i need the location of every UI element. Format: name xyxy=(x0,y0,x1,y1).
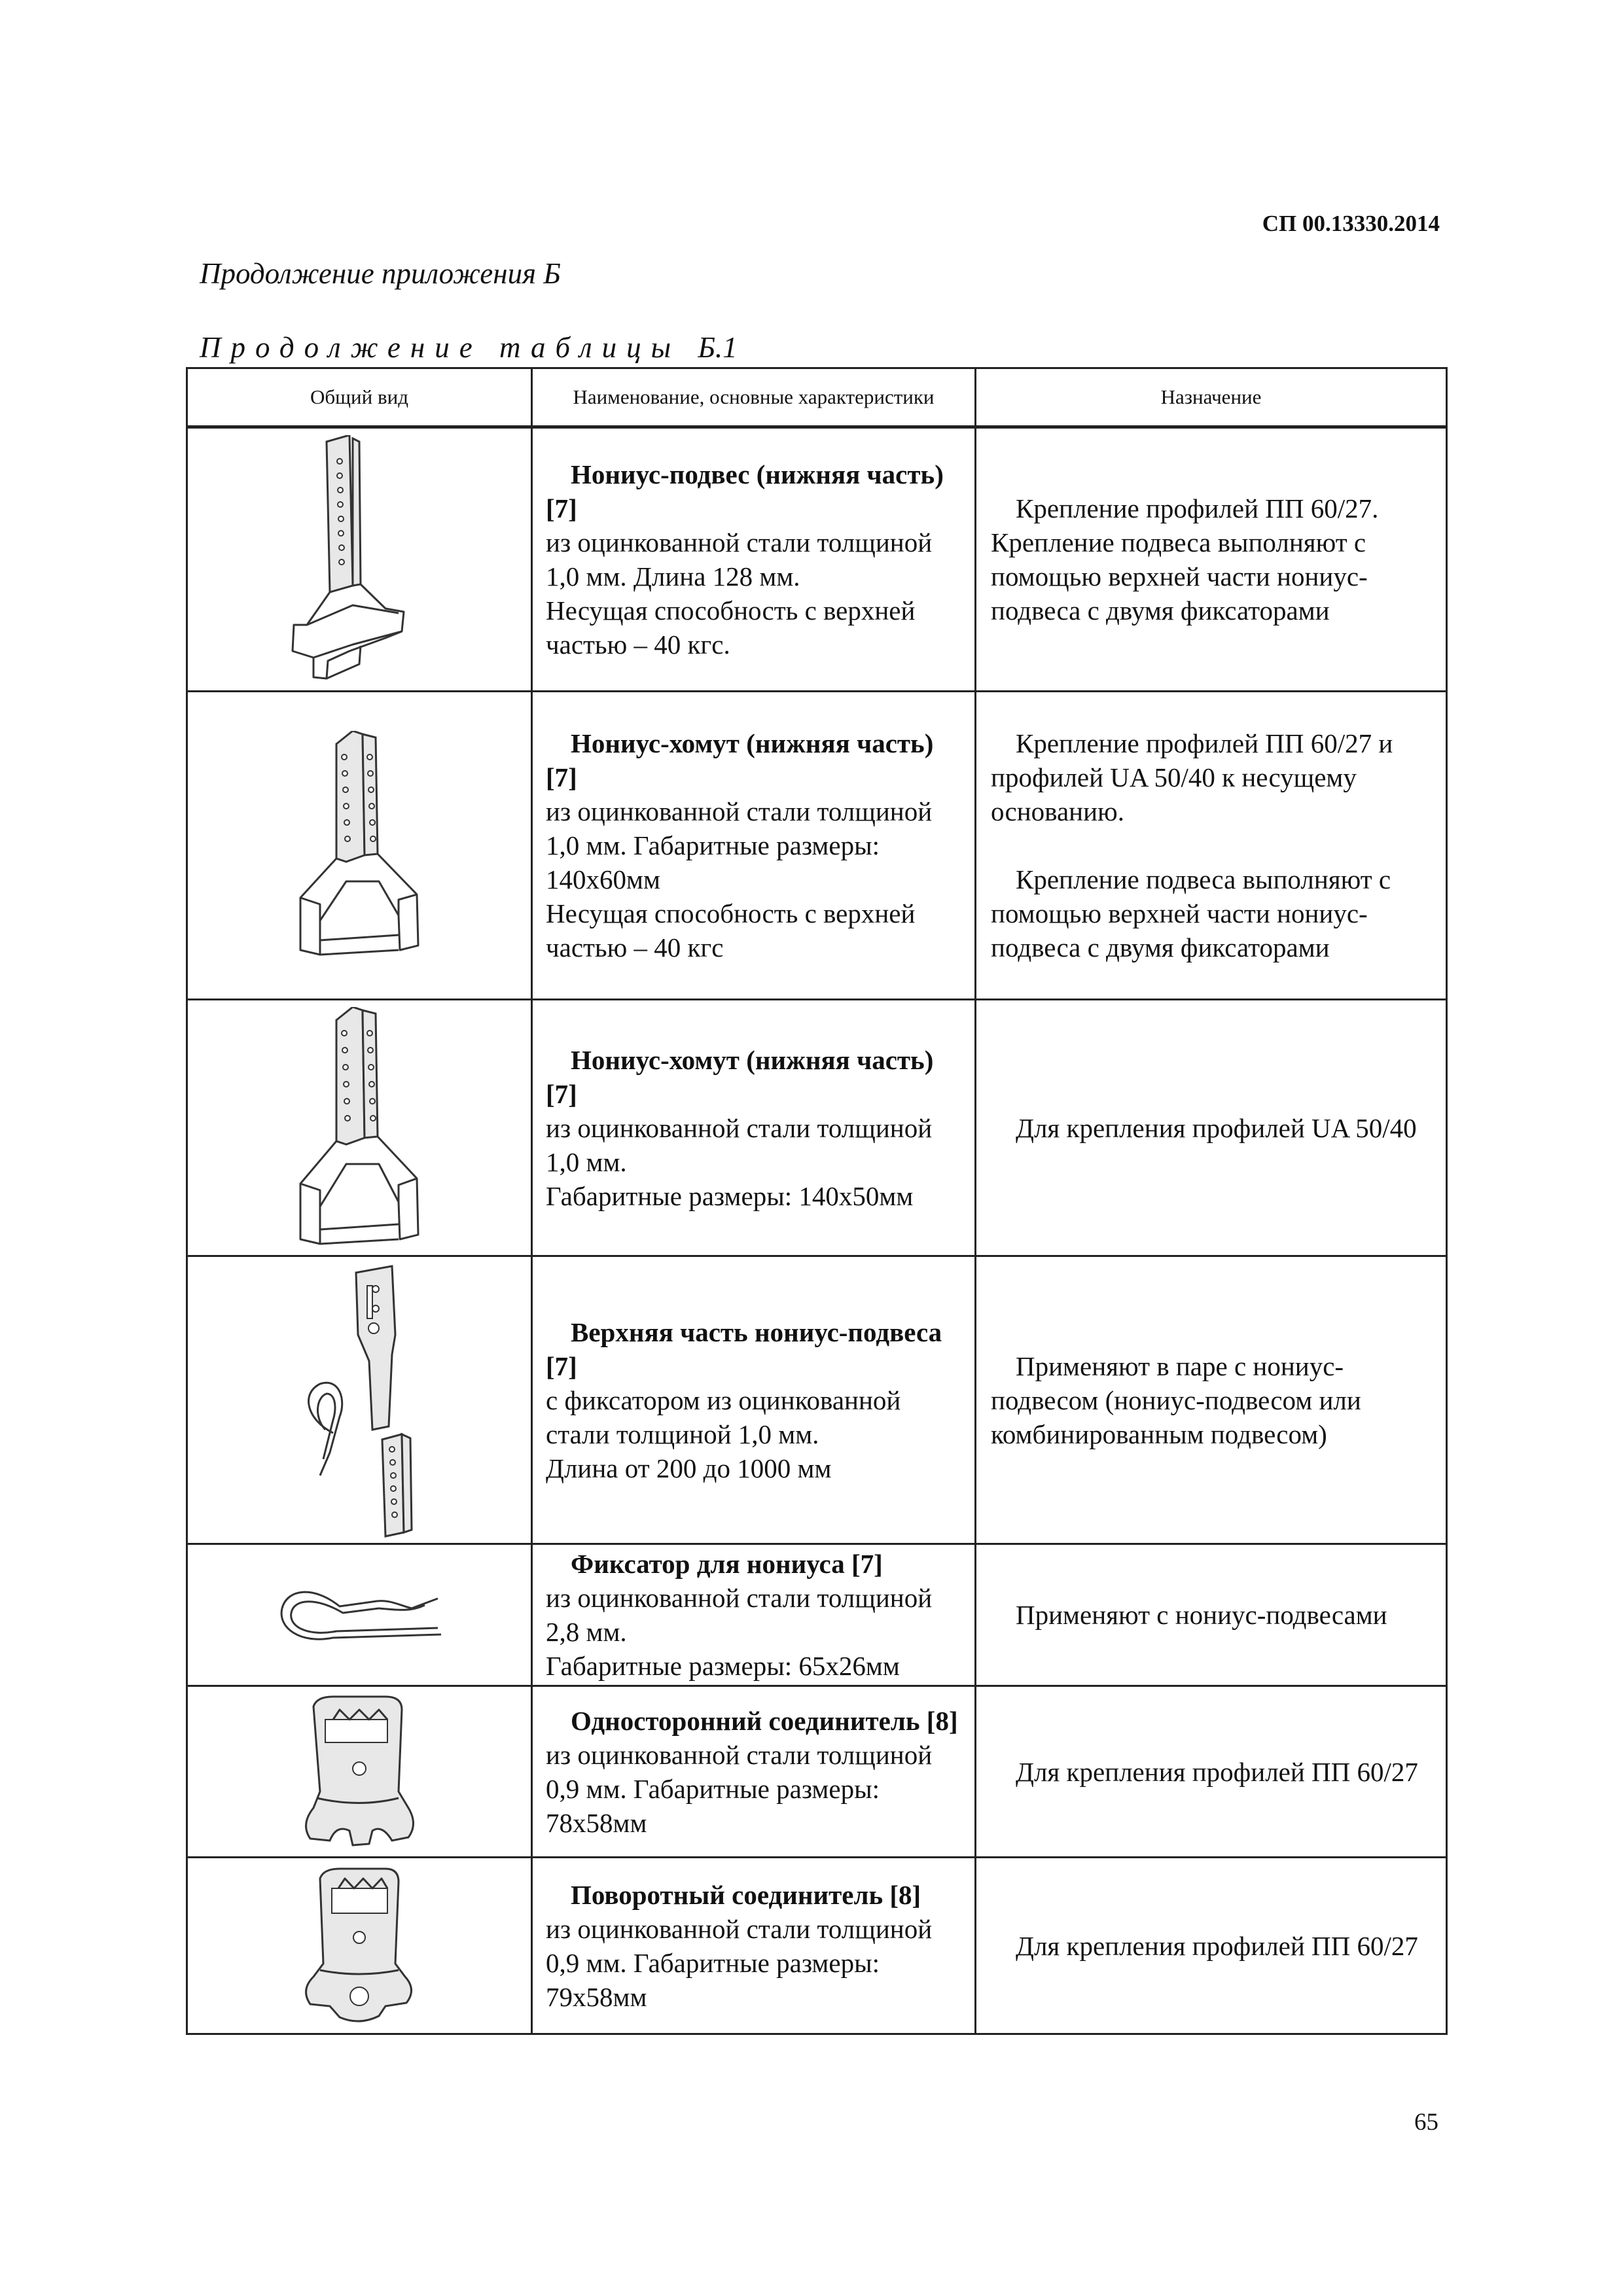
nonius-clip-icon xyxy=(274,1579,444,1651)
name-cell xyxy=(532,1256,976,1544)
table-row xyxy=(187,1686,1447,1858)
item-name: Фиксатор для нониуса [7] xyxy=(571,1549,883,1579)
item-name: Односторонний соединитель [8] xyxy=(571,1705,958,1736)
item-purpose: Для крепления профилей UA 50/40 xyxy=(1016,1112,1417,1143)
item-description: с фиксатором из оцинкованной стали толщиной 1,0 мм. Длина от 200 до 1000 мм xyxy=(546,1385,901,1483)
item-name: Верхняя часть нониус-подвеса [7] xyxy=(546,1316,942,1381)
name-cell xyxy=(532,1858,976,2034)
item-purpose: Для крепления профилей ПП 60/27 xyxy=(1016,1930,1418,1961)
image-cell xyxy=(187,1544,532,1686)
table-title-number: Б.1 xyxy=(698,331,738,364)
name-cell xyxy=(532,692,976,1000)
nonius-upper-part-icon xyxy=(294,1263,425,1538)
image-cell xyxy=(187,692,532,1000)
nonius-hanger-lower-icon xyxy=(287,435,431,684)
table-row xyxy=(187,1256,1447,1544)
item-purpose: Применяют в паре с нониус-подвесом (нониус-подвесом или комбинированным подвесом) xyxy=(991,1351,1361,1449)
appendix-title: Продолжение приложения Б xyxy=(200,257,561,290)
table-row xyxy=(187,1000,1447,1256)
swivel-connector-icon xyxy=(294,1865,425,2026)
column-header-purpose: Назначение xyxy=(976,368,1447,427)
image-cell xyxy=(187,1858,532,2034)
name-cell xyxy=(532,1000,976,1256)
table-row xyxy=(187,1544,1447,1686)
image-cell xyxy=(187,427,532,692)
image-cell xyxy=(187,1000,532,1256)
one-sided-connector-icon xyxy=(294,1693,425,1850)
item-purpose: Крепление профилей ПП 60/27. Крепление подвеса выполняют с помощью верхней части нониус-подвеса с двумя фиксаторами xyxy=(991,493,1379,626)
purpose-cell xyxy=(976,1858,1447,2034)
purpose-cell xyxy=(976,1544,1447,1686)
name-cell xyxy=(532,427,976,692)
purpose-cell xyxy=(976,427,1447,692)
item-description: из оцинкованной стали толщиной 1,0 мм. Длина 128 мм. Несущая способность с верхней частью – 40 кгс. xyxy=(546,527,933,660)
item-purpose: Крепление профилей ПП 60/27 и профилей UA 50/40 к несущему основанию. xyxy=(991,728,1393,826)
item-name: Нониус-хомут (нижняя часть) [7] xyxy=(546,1044,934,1109)
item-description: из оцинкованной стали толщиной 0,9 мм. Габаритные размеры: 79х58мм xyxy=(546,1913,933,2012)
page-number: 65 xyxy=(1414,2109,1438,2136)
table-row xyxy=(187,1858,1447,2034)
purpose-cell xyxy=(976,1686,1447,1858)
nonius-clamp-icon xyxy=(294,1007,425,1249)
table-row xyxy=(187,427,1447,692)
column-header-view: Общий вид xyxy=(187,368,532,427)
item-name: Нониус-подвес (нижняя часть) [7] xyxy=(546,459,944,523)
purpose-cell xyxy=(976,692,1447,1000)
purpose-cell xyxy=(976,1000,1447,1256)
item-description: из оцинкованной стали толщиной 0,9 мм. Габаритные размеры: 78х58мм xyxy=(546,1739,933,1838)
table-title xyxy=(200,330,738,364)
table-title-prefix: Продолжение таблицы xyxy=(200,331,681,364)
image-cell xyxy=(187,1256,532,1544)
item-name: Поворотный соединитель [8] xyxy=(571,1879,921,1910)
table-row xyxy=(187,692,1447,1000)
item-purpose: Для крепления профилей ПП 60/27 xyxy=(1016,1756,1418,1787)
item-name: Нониус-хомут (нижняя часть) [7] xyxy=(546,728,934,792)
document-code: СП 00.13330.2014 xyxy=(1262,211,1440,236)
nonius-clamp-icon xyxy=(294,731,425,960)
purpose-cell xyxy=(976,1256,1447,1544)
item-purpose: Применяют с нониус-подвесами xyxy=(1016,1600,1387,1630)
column-header-name: Наименование, основные характеристики xyxy=(532,368,976,427)
spec-table xyxy=(186,367,1448,2035)
name-cell xyxy=(532,1686,976,1858)
item-description: из оцинкованной стали толщиной 1,0 мм. Габаритные размеры: 140х60мм Несущая способность с верхней частью – 40 кгс xyxy=(546,796,933,963)
table-header-row xyxy=(187,368,1447,427)
image-cell xyxy=(187,1686,532,1858)
item-purpose-continued: Крепление подвеса выполняют с помощью верхней части нониус-подвеса с двумя фиксаторами xyxy=(991,864,1391,963)
name-cell xyxy=(532,1544,976,1686)
item-description: из оцинкованной стали толщиной 2,8 мм. Габаритные размеры: 65х26мм xyxy=(546,1583,933,1681)
item-description: из оцинкованной стали толщиной 1,0 мм. Габаритные размеры: 140х50мм xyxy=(546,1112,933,1211)
